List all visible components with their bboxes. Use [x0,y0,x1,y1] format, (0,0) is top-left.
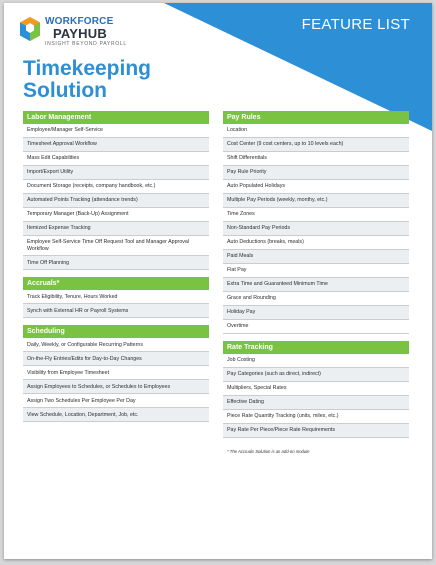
feature-list [23,338,209,422]
feature-row: Time Off Planning [23,256,209,270]
feature-list [223,354,409,438]
feature-row: Job Costing [223,354,409,368]
title-line-1: Timekeeping [23,57,151,80]
feature-row: Holiday Pay [223,306,409,320]
workforce-payhub-logo [18,16,128,50]
feature-row: Multipliers, Special Rates [223,382,409,396]
section-header: Labor Management [23,111,209,124]
right-column [223,111,409,454]
feature-list [23,124,209,270]
feature-row: Daily, Weekly, or Configurable Recurring Patterns [23,338,209,352]
feature-row: Synch with External HR or Payroll Systems [23,304,209,318]
section-rate-tracking [223,341,409,438]
feature-list-label: FEATURE LIST [301,16,410,33]
feature-list [23,290,209,318]
feature-row: Mass Edit Capabilities [23,152,209,166]
feature-row: View Schedule, Location, Department, Job, etc. [23,408,209,422]
feature-row: Visibility from Employee Timesheet [23,366,209,380]
feature-row: Temporary Manager (Back-Up) Assignment [23,208,209,222]
feature-row: Assign Two Schedules Per Employee Per Day [23,394,209,408]
feature-row: Auto Deductions (breaks, meals) [223,236,409,250]
feature-row: Document Storage (receipts, company handbook, etc.) [23,180,209,194]
section-header: Scheduling [23,325,209,338]
page-title [23,58,151,102]
feature-row: Paid Meals [223,250,409,264]
footnote: * The Accruals Solution is an add-on module [227,449,310,454]
hexagon-logo-icon [18,16,42,42]
feature-row: Automated Points Tracking (attendance trends) [23,194,209,208]
feature-row: Employee Self-Service Time Off Request Tool and Manager Approval Workflow [23,236,209,256]
feature-row: Employee/Manager Self-Service [23,124,209,138]
feature-row: Import/Export Utility [23,166,209,180]
feature-row: Non-Standard Pay Periods [223,222,409,236]
feature-row: Cost Center (9 cost centers, up to 10 levels each) [223,138,409,152]
feature-row: Auto Populated Holidays [223,180,409,194]
feature-row: Pay Rate Per Piece/Piece Rate Requirements [223,424,409,438]
logo-word-payhub: PAYHUB [53,26,107,41]
feature-row: Location [223,124,409,138]
feature-row: Timesheet Approval Workflow [23,138,209,152]
feature-row: Grace and Rounding [223,292,409,306]
section-header: Rate Tracking [223,341,409,354]
feature-row: Effective Dating [223,396,409,410]
feature-row: Multiple Pay Periods (weekly, monthy, etc.) [223,194,409,208]
feature-row: Time Zones [223,208,409,222]
section-scheduling [23,325,209,422]
feature-row: Itemized Expense Tracking [23,222,209,236]
left-column [23,111,209,429]
feature-row: Pay Rule Priority [223,166,409,180]
feature-list [223,124,409,334]
feature-row: On-the-Fly Entries/Edits for Day-to-Day Changes [23,352,209,366]
feature-row: Flat Pay [223,264,409,278]
feature-row: Shift Differentials [223,152,409,166]
feature-row: Extra Time and Guaranteed Minimum Time [223,278,409,292]
feature-row: Assign Employees to Schedules, or Schedules to Employees [23,380,209,394]
feature-row: Overtime [223,320,409,334]
logo-tagline: INSIGHT BEYOND PAYROLL [45,41,127,47]
feature-row: Track Eligibility, Tenure, Hours Worked [23,290,209,304]
feature-row: Pay Categories (such as direct, indirect) [223,368,409,382]
feature-row: Piece Rate Quantity Tracking (units, miles, etc.) [223,410,409,424]
title-line-2: Solution [23,79,107,102]
feature-list-page [4,3,432,559]
logo-word-workforce: WORKFORCE [45,16,114,27]
section-labor-management [23,111,209,270]
section-accruals [23,277,209,318]
section-pay-rules [223,111,409,334]
section-header: Accruals* [23,277,209,290]
section-header: Pay Rules [223,111,409,124]
